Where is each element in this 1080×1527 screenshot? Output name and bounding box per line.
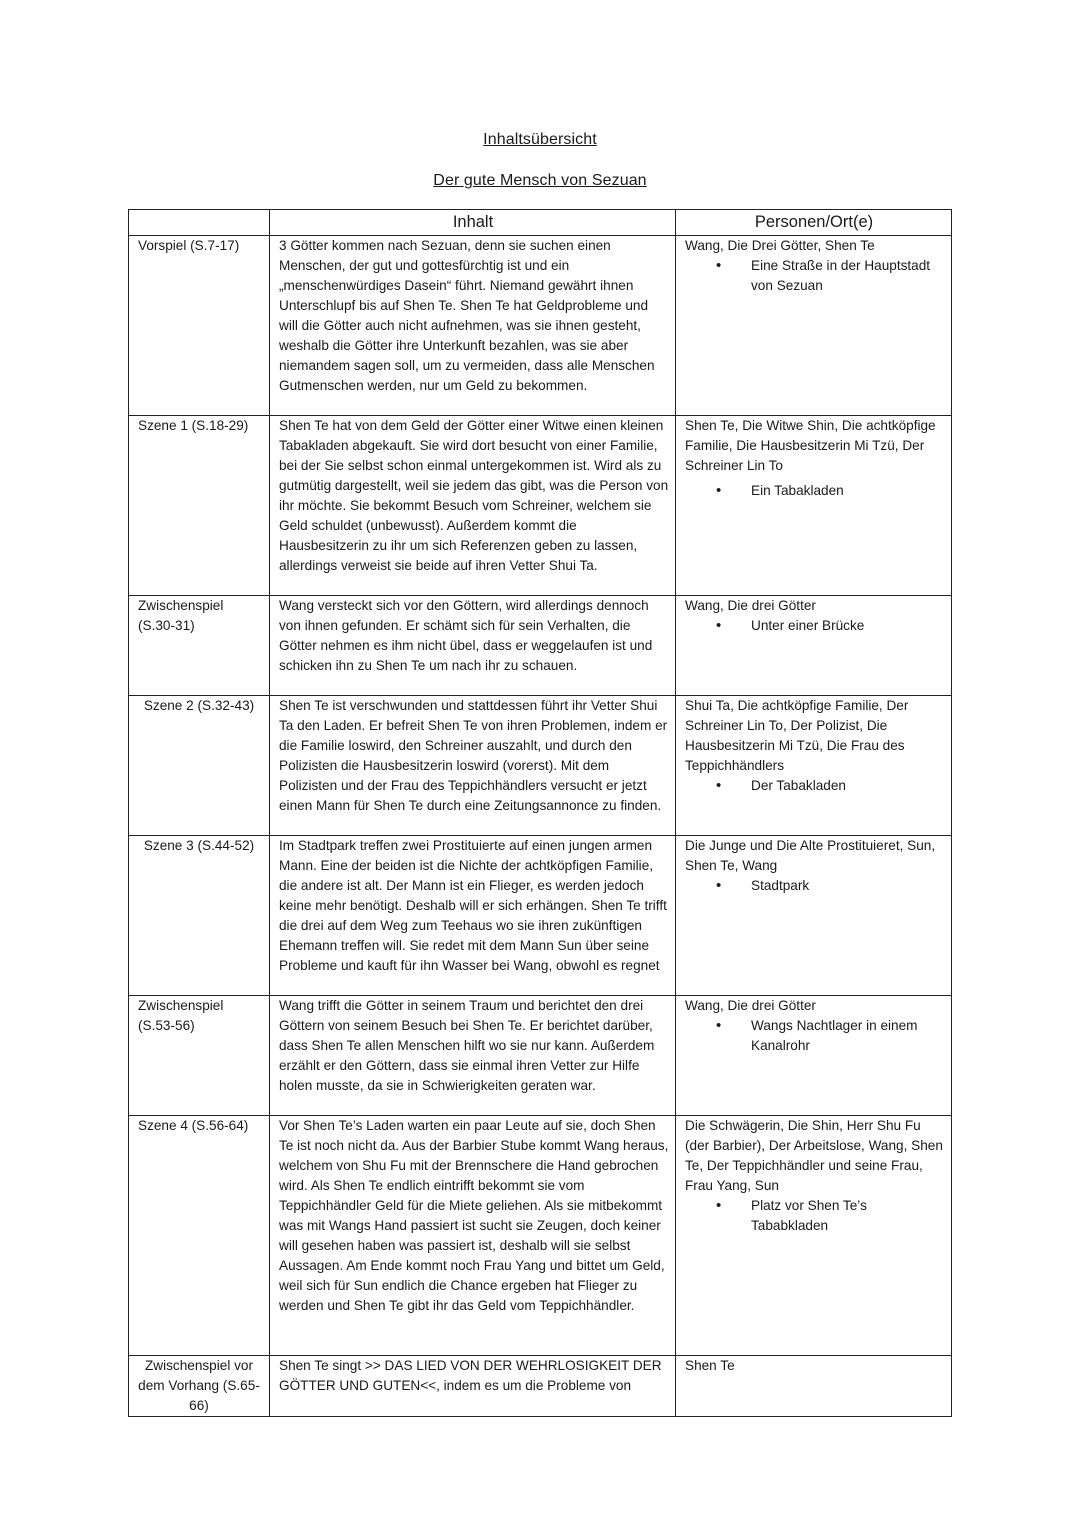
- row-label: Vorspiel (S.7-17): [129, 236, 270, 416]
- place-item: • Eine Straße in der Hauptstadt von Sezuan: [685, 256, 945, 296]
- document-subtitle: Der gute Mensch von Sezuan: [433, 172, 647, 189]
- place-item: • Unter einer Brücke: [685, 616, 945, 636]
- persons-text: Wang, Die drei Götter: [685, 598, 816, 613]
- row-persons: [676, 696, 952, 836]
- persons-text: Wang, Die Drei Götter, Shen Te: [685, 238, 875, 253]
- row-persons: [676, 596, 952, 696]
- row-label: Szene 4 (S.56-64): [129, 1116, 270, 1356]
- place-list: [685, 876, 945, 896]
- place-item: • Platz vor Shen Te’s Tababkladen: [685, 1196, 945, 1236]
- table-row: [129, 236, 952, 416]
- persons-text: Shui Ta, Die achtköpfige Familie, Der Schreiner Lin To, Der Polizist, Die Hausbesitzerin Mi Tzü, Die Frau des Teppichhändlers: [685, 698, 909, 773]
- row-persons: [676, 236, 952, 416]
- row-label: Zwischenspiel (S.53-56): [129, 996, 270, 1116]
- row-content: Vor Shen Te’s Laden warten ein paar Leute auf sie, doch Shen Te ist noch nicht da. Aus der Barbier Stube kommt Wang heraus, welchem von Shu Fu mit der Brennschere die Hand gebrochen wird. Als Shen Te endlich eintrifft bekommt sie vom Teppichhändler Geld für die Miete geliehen. Als sie mitbekommt was mit Wangs Hand passiert ist sucht sie Zeugen, doch keiner will gesehen haben was passiert ist, deshalb will sie selbst Aussagen. Am Ende kommt noch Frau Yang und bittet um Geld, weil sich für Sun endlich die Chance ergeben hat Flieger zu werden und Shen Te gibt ihr das Geld vom Teppichhändler.: [270, 1116, 676, 1356]
- table-row: [129, 1356, 952, 1417]
- table-row: [129, 1116, 952, 1356]
- document-title: Inhaltsübersicht: [483, 131, 597, 148]
- row-persons: [676, 996, 952, 1116]
- place-list: [685, 256, 945, 296]
- row-content: Wang trifft die Götter in seinem Traum und berichtet den drei Göttern von seinem Besuch bei Shen Te. Er berichtet darüber, dass Shen Te allen Menschen hilft wo sie nur kann. Außerdem erzählt er den Göttern, dass sie einmal ihren Vetter zur Hilfe holen musste, da sie in Schwierigkeiten geraten war.: [270, 996, 676, 1116]
- table-row: [129, 996, 952, 1116]
- place-item: • Stadtpark: [685, 876, 945, 896]
- header-section: [129, 210, 270, 236]
- row-persons: [676, 1356, 952, 1417]
- table-row: [129, 416, 952, 596]
- row-label: Zwischenspiel (S.30-31): [129, 596, 270, 696]
- place-item: • Ein Tabakladen: [685, 481, 945, 501]
- place-list: [685, 776, 945, 796]
- table-row: [129, 836, 952, 996]
- row-content: Shen Te ist verschwunden und stattdessen führt ihr Vetter Shui Ta den Laden. Er befreit Shen Te von ihren Problemen, indem er die Familie loswird, den Schreiner auszahlt, und durch den Polizisten die Hausbesitzerin loswird (vorerst). Mit dem Polizisten und der Frau des Teppichhändlers versucht er jetzt einen Mann für Shen Te durch eine Zeitungsannonce zu finden.: [270, 696, 676, 836]
- row-content: Shen Te singt >> DAS LIED VON DER WEHRLOSIGKEIT DER GÖTTER UND GUTEN<<, indem es um die Probleme von: [270, 1356, 676, 1417]
- place-item: • Der Tabakladen: [685, 776, 945, 796]
- place-list: [685, 616, 945, 636]
- row-label: Szene 3 (S.44-52): [129, 836, 270, 996]
- summary-table: [128, 209, 952, 1417]
- table-row: [129, 596, 952, 696]
- place-item: • Wangs Nachtlager in einem Kanalrohr: [685, 1016, 945, 1056]
- row-content: Shen Te hat von dem Geld der Götter einer Witwe einen kleinen Tabakladen abgekauft. Sie wird dort besucht von einer Familie, bei der Sie selbst schon einmal untergekommen ist. Wird als zu gutmütig dargestellt, weil sie jedem das gibt, was die Person von ihr möchte. Sie bekommt Besuch vom Schreiner, welchem sie Geld schuldet (unbewusst). Außerdem kommt die Hausbesitzerin zu ihr um sich Referenzen geben zu lassen, allerdings verweist sie beide auf ihren Vetter Shui Ta.: [270, 416, 676, 596]
- row-content: Im Stadtpark treffen zwei Prostituierte auf einen jungen armen Mann. Eine der beiden ist die Nichte der achtköpfigen Familie, die andere ist alt. Der Mann ist ein Flieger, es werden jedoch keine mehr benötigt. Deshalb will er sich erhängen. Shen Te trifft die drei auf dem Weg zum Teehaus wo sie ihren zukünftigen Ehemann treffen will. Sie redet mit dem Mann Sun über seine Probleme und kauft für ihn Wasser bei Wang, obwohl es regnet: [270, 836, 676, 996]
- row-label: Szene 1 (S.18-29): [129, 416, 270, 596]
- place-list: [685, 481, 945, 501]
- persons-text: Die Schwägerin, Die Shin, Herr Shu Fu (der Barbier), Der Arbeitslose, Wang, Shen Te, Der Teppichhändler und seine Frau, Frau Yang, Sun: [685, 1118, 943, 1193]
- table-header-row: [129, 210, 952, 236]
- row-content: 3 Götter kommen nach Sezuan, denn sie suchen einen Menschen, der gut und gottesfürchtig ist und ein „menschenwürdiges Dasein“ führt. Niemand gewährt ihnen Unterschlupf bis auf Shen Te. Shen Te hat Geldprobleme und will die Götter auch nicht aufnehmen, was sie ihnen gesteht, weshalb die Götter ihre Unterkunft bezahlen, was sie aber niemandem sagen soll, um zu vermeiden, dass alle Menschen Gutmenschen werden, nur um Geld zu bekommen.: [270, 236, 676, 416]
- persons-text: Shen Te, Die Witwe Shin, Die achtköpfige Familie, Die Hausbesitzerin Mi Tzü, Der Schreiner Lin To: [685, 418, 936, 473]
- row-content: Wang versteckt sich vor den Göttern, wird allerdings dennoch von ihnen gefunden. Er schämt sich für sein Verhalten, die Götter nehmen es ihm nicht übel, dass er weggelaufen ist und schicken ihn zu Shen Te um nach ihr zu schauen.: [270, 596, 676, 696]
- place-list: [685, 1016, 945, 1056]
- persons-text: Shen Te: [685, 1358, 735, 1373]
- row-label: Zwischenspiel vor dem Vorhang (S.65-66): [129, 1356, 270, 1417]
- persons-text: Wang, Die drei Götter: [685, 998, 816, 1013]
- row-persons: [676, 416, 952, 596]
- row-label: Szene 2 (S.32-43): [129, 696, 270, 836]
- header-content: Inhalt: [270, 210, 676, 236]
- row-persons: [676, 836, 952, 996]
- persons-text: Die Junge und Die Alte Prostituieret, Sun, Shen Te, Wang: [685, 838, 936, 873]
- header-persons-places: Personen/Ort(e): [676, 210, 952, 236]
- table-row: [129, 696, 952, 836]
- place-list: [685, 1196, 945, 1236]
- row-persons: [676, 1116, 952, 1356]
